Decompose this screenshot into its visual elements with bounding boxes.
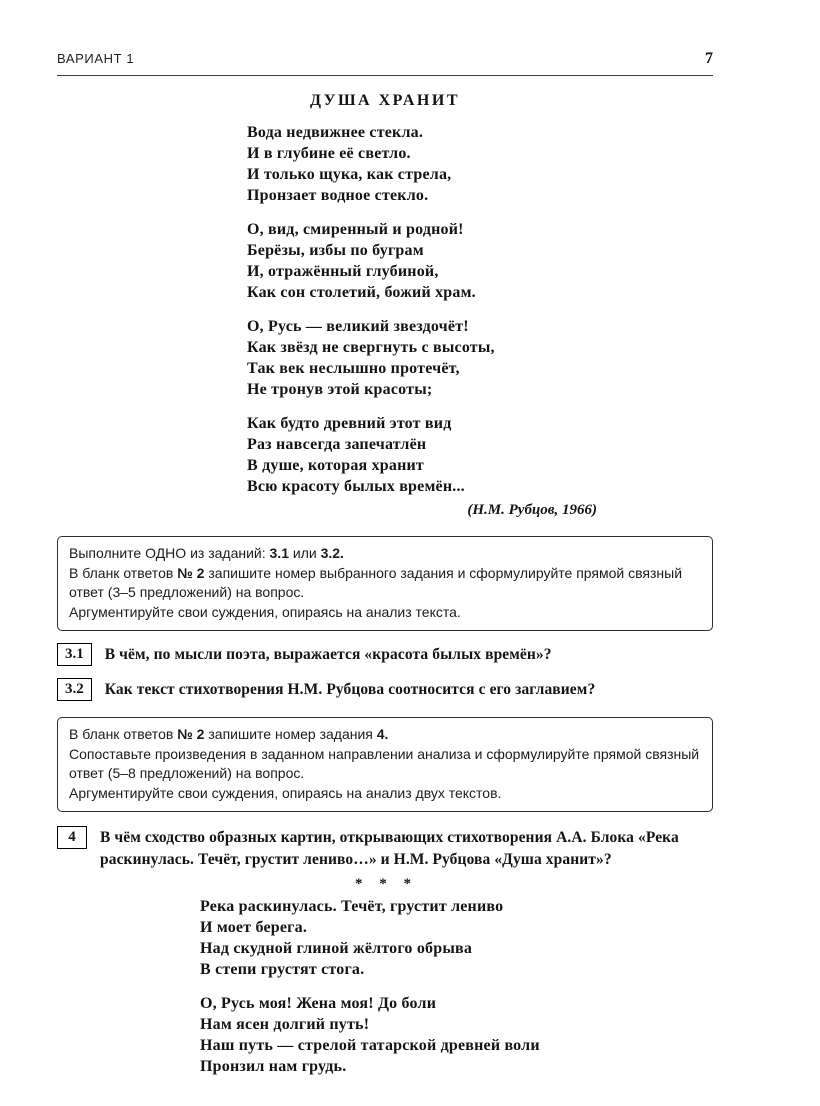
instruction-line: В бланк ответов № 2 запишите номер задания 4.: [69, 726, 389, 742]
poem-stanza: [200, 896, 713, 980]
task-row-3-2: [57, 678, 713, 701]
poem-stanza: [247, 413, 713, 497]
task-question: Как текст стихотворения Н.М. Рубцова соотносится с его заглавием?: [104, 681, 596, 698]
instruction-box-1: [57, 536, 713, 631]
poem-line: И моет берега.: [200, 919, 308, 936]
task-number-box: 3.2: [57, 678, 92, 701]
poem-line: Пронзает водное стекло.: [247, 187, 429, 204]
poem-line: И в глубине её светло.: [247, 145, 411, 162]
poem-stanza: [247, 122, 713, 206]
instruction-line: В бланк ответов № 2 запишите номер выбранного задания и сформулируйте прямой связный ответ (3–5 предложений) на вопрос.: [69, 564, 683, 600]
task-question: В чём, по мысли поэта, выражается «красота былых времён»?: [104, 646, 552, 663]
stars-separator: * * *: [355, 876, 415, 892]
poem-line: И, отражённый глубиной,: [247, 263, 439, 280]
poem-line: Всю красоту былых времён...: [247, 478, 465, 495]
instruction-line: Выполните ОДНО из заданий: 3.1 или 3.2.: [69, 545, 344, 561]
instruction-line: Аргументируйте свои суждения, опираясь на анализ двух текстов.: [69, 784, 502, 801]
poem-line: Так век неслышно протечёт,: [247, 360, 460, 377]
poem-line: В душе, которая хранит: [247, 457, 424, 474]
poem-line: Как сон столетий, божий храм.: [247, 284, 476, 301]
task-question: В чём сходство образных картин, открывающих стихотворения А.А. Блока «Река раскинулась. Течёт, грустит лениво…» и Н.М. Рубцова «Душа хранит»?: [100, 829, 679, 868]
poem-line: Берёзы, избы по буграм: [247, 242, 424, 259]
poem-line: Нам ясен долгий путь!: [200, 1016, 370, 1033]
poem-line: В степи грустят стога.: [200, 961, 365, 978]
task-row-4: [57, 826, 713, 870]
poem-line: О, Русь моя! Жена моя! До боли: [200, 995, 437, 1012]
poem-line: Пронзил нам грудь.: [200, 1058, 347, 1075]
instruction-line: Аргументируйте свои суждения, опираясь на анализ текста.: [69, 603, 461, 620]
poem-blok: [200, 896, 713, 1077]
page-number: 7: [705, 50, 713, 67]
poem-stanza: [247, 316, 713, 400]
poem-line: Наш путь — стрелой татарской древней воли: [200, 1037, 540, 1054]
poem-attribution: (Н.М. Рубцов, 1966): [467, 502, 597, 518]
poem-line: Река раскинулась. Течёт, грустит лениво: [200, 898, 504, 915]
poem-rubtsov: [247, 122, 713, 497]
poem-line: О, Русь — великий звездочёт!: [247, 318, 469, 335]
page-header: [57, 50, 713, 76]
poem-title: ДУША ХРАНИТ: [310, 92, 460, 109]
poem-line: О, вид, смиренный и родной!: [247, 221, 464, 238]
task-number-box: 4: [57, 826, 87, 849]
task-row-3-1: [57, 643, 713, 666]
poem-line: Вода недвижнее стекла.: [247, 124, 424, 141]
poem-line: Как будто древний этот вид: [247, 415, 452, 432]
poem-line: Как звёзд не свергнуть с высоты,: [247, 339, 495, 356]
instruction-line: Сопоставьте произведения в заданном направлении анализа и сформулируйте прямой связный ответ (5–8 предложений) на вопрос.: [69, 745, 700, 781]
instruction-box-2: [57, 717, 713, 812]
variant-label: ВАРИАНТ 1: [57, 51, 135, 66]
task-number-box: 3.1: [57, 643, 92, 666]
poem-line: И только щука, как стрела,: [247, 166, 452, 183]
poem-line: Над скудной глиной жёлтого обрыва: [200, 940, 473, 957]
poem-stanza: [247, 219, 713, 303]
poem-line: Не тронув этой красоты;: [247, 381, 433, 398]
poem-line: Раз навсегда запечатлён: [247, 436, 427, 453]
poem-stanza: [200, 993, 713, 1077]
